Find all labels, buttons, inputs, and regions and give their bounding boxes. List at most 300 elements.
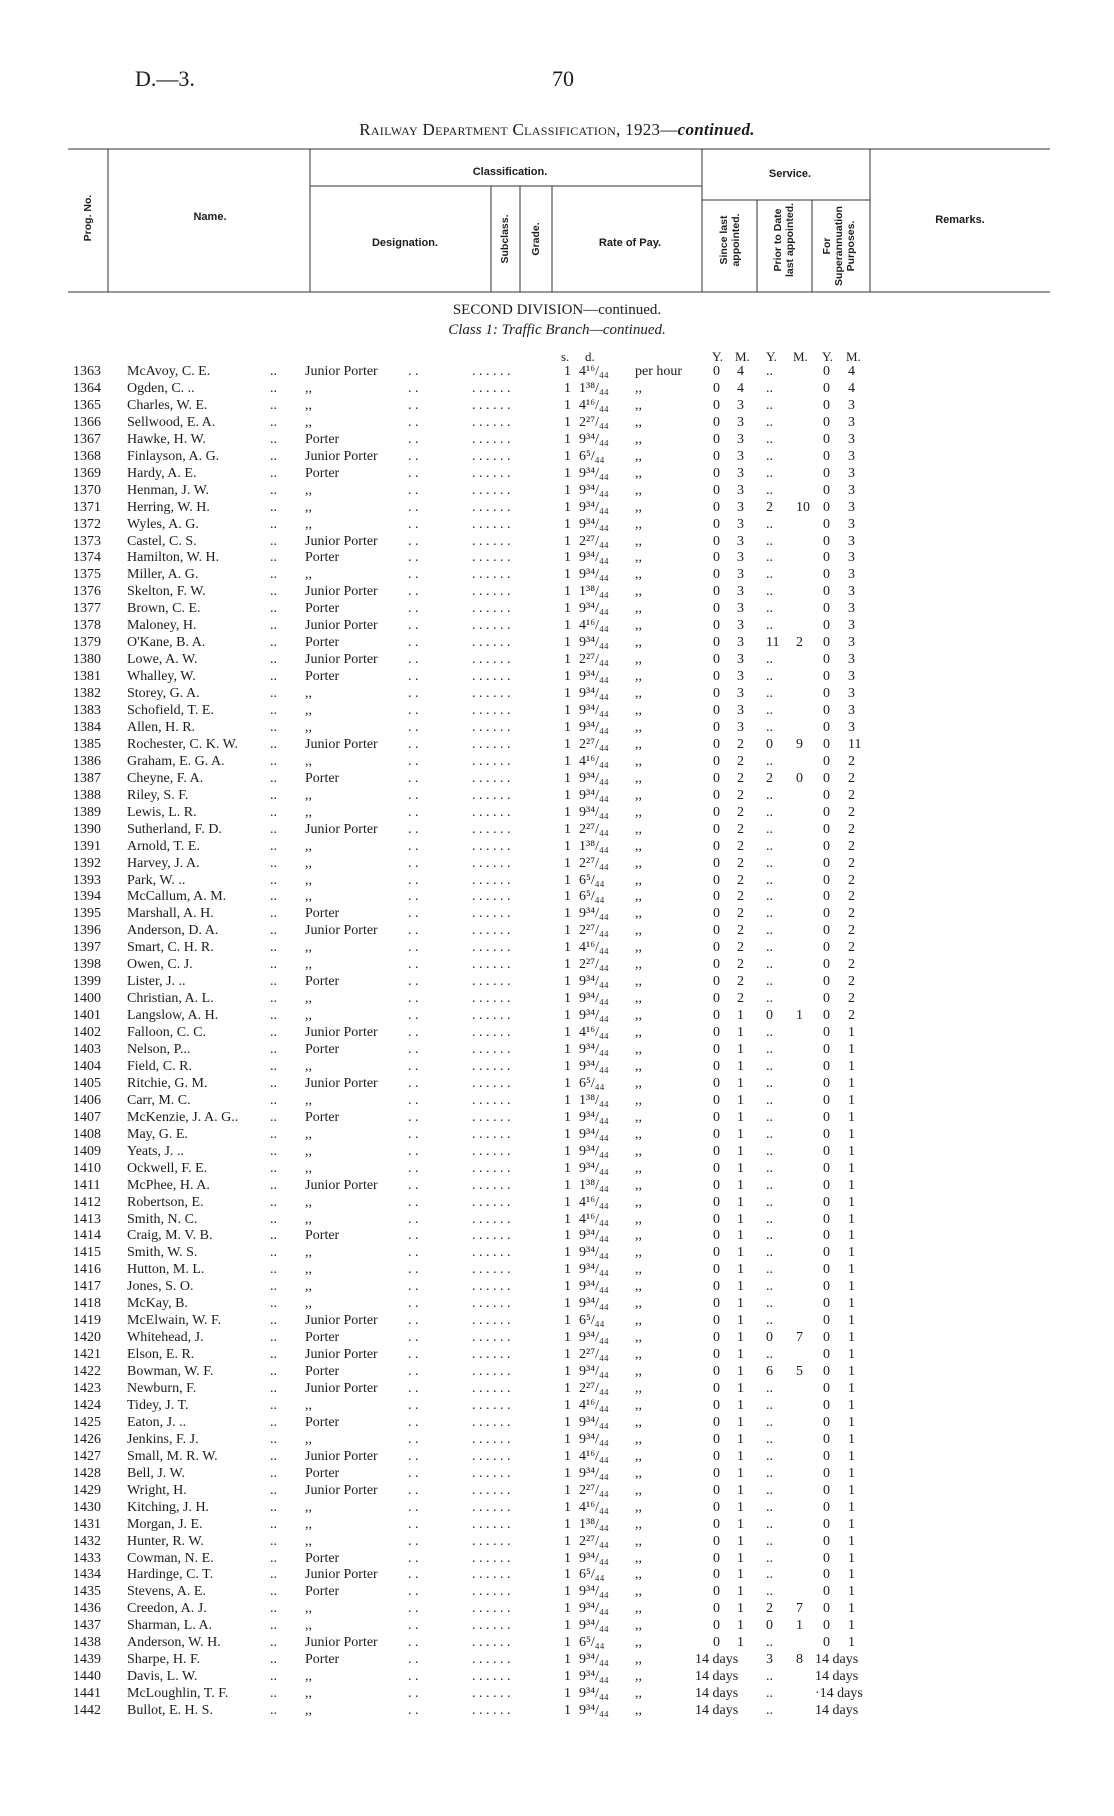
since-months-cell: 3 <box>737 397 744 413</box>
rate-unit-cell: ,, <box>635 1194 642 1210</box>
since-years-cell: 0 <box>713 635 720 651</box>
designation-cell: Porter <box>305 431 340 447</box>
table-row <box>0 905 1114 922</box>
rate-cell: 6⁵/₄₄ <box>579 1567 605 1583</box>
dot-leader: . . . . . . <box>472 533 511 549</box>
rate-cell: 6⁵/₄₄ <box>579 872 605 888</box>
rate-unit-cell: ,, <box>635 1618 642 1634</box>
super-months-cell: 1 <box>848 1058 855 1074</box>
grade-cell: 1 <box>564 1414 571 1430</box>
dot-leader: .. <box>270 567 277 583</box>
dot-leader: .. <box>270 872 277 888</box>
rate-cell: 9³⁴/₄₄ <box>579 1703 609 1719</box>
dot-leader: .. <box>270 465 277 481</box>
super-months-cell: 1 <box>848 1364 855 1380</box>
grade-cell: 1 <box>564 669 571 685</box>
name-cell: Hardy, A. E. <box>127 465 197 481</box>
rate-unit-cell: ,, <box>635 736 642 752</box>
rate-unit-cell: ,, <box>635 1601 642 1617</box>
dot-leader: .. <box>270 770 277 786</box>
dot-leader: .. <box>270 1143 277 1159</box>
rate-unit-cell: ,, <box>635 1414 642 1430</box>
super-months-cell: 2 <box>848 957 855 973</box>
prior-months-cell: 1 <box>796 1618 803 1634</box>
rate-cell: 9³⁴/₄₄ <box>579 974 609 990</box>
since-months-cell: 1 <box>737 1160 744 1176</box>
rate-cell: 9³⁴/₄₄ <box>579 465 609 481</box>
super-years-cell: 0 <box>823 889 830 905</box>
super-years-cell: 0 <box>823 1381 830 1396</box>
since-years-cell: 0 <box>713 1228 720 1244</box>
prog-no-cell: 1386 <box>73 753 101 769</box>
rate-cell: 4¹⁶/₄₄ <box>579 618 609 634</box>
dot-leader: . . . . . . <box>472 499 511 515</box>
super-months-cell: 1 <box>848 1448 855 1464</box>
dot-leader: . . <box>408 567 419 583</box>
grade-cell: 1 <box>564 1177 571 1193</box>
rate-unit-cell: ,, <box>635 991 642 1007</box>
super-years-cell: 0 <box>823 821 830 837</box>
super-years-cell: 0 <box>823 923 830 939</box>
dot-leader: . . . . . . <box>472 1126 511 1142</box>
rate-cell: 2²⁷/₄₄ <box>579 533 609 549</box>
prog-no-cell: 1426 <box>73 1431 101 1447</box>
designation-cell: ,, <box>305 787 312 803</box>
since-months-cell: 3 <box>737 516 744 532</box>
prog-no-cell: 1442 <box>73 1703 101 1719</box>
rate-cell: 9³⁴/₄₄ <box>579 1414 609 1430</box>
grade-cell: 1 <box>564 1618 571 1634</box>
table-row <box>0 634 1114 651</box>
dot-leader: . . . . . . <box>472 1262 511 1278</box>
dot-leader: . . . . . . <box>472 1245 511 1261</box>
dot-leader: .. <box>270 991 277 1007</box>
super-years-cell: 0 <box>823 753 830 769</box>
dot-leader: .. <box>766 465 773 481</box>
name-cell: Bullot, E. H. S. <box>127 1703 213 1719</box>
dot-leader: . . <box>408 974 419 990</box>
header-prior-text: Prior to Date last appointed. <box>772 202 796 278</box>
name-cell: Cowman, N. E. <box>127 1550 214 1566</box>
since-months-cell: 1 <box>737 1228 744 1244</box>
dot-leader: .. <box>270 635 277 651</box>
since-years-cell: 0 <box>713 516 720 532</box>
table-row <box>0 719 1114 736</box>
grade-cell: 1 <box>564 482 571 498</box>
dot-leader: .. <box>766 906 773 922</box>
prog-no-cell: 1412 <box>73 1194 101 1210</box>
since-years-cell: 0 <box>713 1516 720 1532</box>
super-years-cell: 0 <box>823 1584 830 1600</box>
super-years-cell: 0 <box>823 991 830 1007</box>
dot-leader: .. <box>766 380 773 396</box>
title-continued: continued. <box>677 120 755 139</box>
since-years-cell: 0 <box>713 872 720 888</box>
rate-unit-cell: ,, <box>635 770 642 786</box>
name-cell: Miller, A. G. <box>127 567 199 583</box>
dot-leader: . . . . . . <box>472 1296 511 1312</box>
since-months-cell: 2 <box>737 753 744 769</box>
super-years-cell: 0 <box>823 1347 830 1363</box>
dot-leader: .. <box>270 1584 277 1600</box>
designation-cell: Junior Porter <box>305 1347 378 1363</box>
designation-cell: Junior Porter <box>305 618 378 634</box>
grade-cell: 1 <box>564 499 571 515</box>
grade-cell: 1 <box>564 1058 571 1074</box>
table-row <box>0 1499 1114 1516</box>
designation-cell: Porter <box>305 974 340 990</box>
prog-no-cell: 1400 <box>73 991 101 1007</box>
since-months-cell: 1 <box>737 1296 744 1312</box>
dot-leader: .. <box>270 1042 277 1057</box>
super-months-cell: 1 <box>848 1194 855 1210</box>
dot-leader: . . <box>408 1042 419 1057</box>
name-cell: Park, W. .. <box>127 872 186 888</box>
designation-cell: Porter <box>305 906 340 922</box>
designation-cell: Junior Porter <box>305 584 378 600</box>
designation-cell: ,, <box>305 1516 312 1532</box>
prog-no-cell: 1377 <box>73 601 101 617</box>
rate-unit-cell: ,, <box>635 448 642 464</box>
super-months-cell: 1 <box>848 1431 855 1447</box>
dot-leader: . . <box>408 1245 419 1261</box>
name-cell: Herring, W. H. <box>127 499 210 515</box>
prog-no-cell: 1408 <box>73 1126 101 1142</box>
dot-leader: .. <box>270 448 277 464</box>
super-years-cell: 0 <box>823 380 830 396</box>
dot-leader: . . <box>408 448 419 464</box>
super-months-cell: 1 <box>848 1245 855 1261</box>
rate-cell: 9³⁴/₄₄ <box>579 1245 609 1261</box>
since-years-cell: 0 <box>713 770 720 786</box>
designation-cell: ,, <box>305 855 312 871</box>
rate-cell: 1³⁸/₄₄ <box>579 1177 609 1193</box>
dot-leader: .. <box>270 1092 277 1108</box>
designation-cell: Porter <box>305 1414 340 1430</box>
grade-cell: 1 <box>564 652 571 668</box>
designation-cell: ,, <box>305 1160 312 1176</box>
prog-no-cell: 1416 <box>73 1262 101 1278</box>
since-days-cell: 14 days <box>695 1652 739 1668</box>
rate-cell: 9³⁴/₄₄ <box>579 635 609 651</box>
table-row <box>0 1668 1114 1685</box>
dot-leader: . . . . . . <box>472 465 511 481</box>
dot-leader: .. <box>270 753 277 769</box>
table-row <box>0 1312 1114 1329</box>
super-months-cell: 3 <box>848 482 855 498</box>
since-years-cell: 0 <box>713 1330 720 1346</box>
rate-unit-cell: ,, <box>635 1448 642 1464</box>
dot-leader: . . <box>408 686 419 702</box>
rate-cell: 4¹⁶/₄₄ <box>579 1397 609 1413</box>
designation-cell: ,, <box>305 1211 312 1227</box>
dot-leader: . . . . . . <box>472 448 511 464</box>
dot-leader: .. <box>270 957 277 973</box>
designation-cell: Junior Porter <box>305 652 378 668</box>
dot-leader: . . <box>408 1194 419 1210</box>
name-cell: Anderson, W. H. <box>127 1635 221 1651</box>
dot-leader: .. <box>766 1431 773 1447</box>
rate-unit-cell: ,, <box>635 1703 642 1719</box>
dot-leader: . . <box>408 1296 419 1312</box>
dot-leader: .. <box>270 1482 277 1498</box>
dot-leader: . . <box>408 1618 419 1634</box>
dot-leader: .. <box>766 1533 773 1549</box>
rate-cell: 9³⁴/₄₄ <box>579 1262 609 1278</box>
table-row <box>0 1160 1114 1177</box>
table-row <box>0 1482 1114 1499</box>
dot-leader: .. <box>766 804 773 820</box>
dot-leader: .. <box>270 1567 277 1583</box>
table-row <box>0 1431 1114 1448</box>
since-months-cell: 2 <box>737 906 744 922</box>
prog-no-cell: 1422 <box>73 1364 101 1380</box>
table-row <box>0 1329 1114 1346</box>
super-months-cell: 3 <box>848 516 855 532</box>
dot-leader: .. <box>270 1618 277 1634</box>
prog-no-cell: 1430 <box>73 1499 101 1515</box>
table-row <box>0 939 1114 956</box>
grade-cell: 1 <box>564 516 571 532</box>
prog-no-cell: 1415 <box>73 1245 101 1261</box>
since-months-cell: 3 <box>737 669 744 685</box>
dot-leader: . . . . . . <box>472 923 511 939</box>
rate-cell: 9³⁴/₄₄ <box>579 719 609 735</box>
super-months-cell: 1 <box>848 1550 855 1566</box>
name-cell: Elson, E. R. <box>127 1347 195 1363</box>
dot-leader: . . . . . . <box>472 686 511 702</box>
dot-leader: . . <box>408 804 419 820</box>
rate-cell: 2²⁷/₄₄ <box>579 855 609 871</box>
super-days-cell: 14 days <box>815 1652 859 1668</box>
since-years-cell: 0 <box>713 821 720 837</box>
dot-leader: .. <box>270 1381 277 1396</box>
name-cell: Wyles, A. G. <box>127 516 199 532</box>
since-months-cell: 2 <box>737 770 744 786</box>
dot-leader: . . <box>408 1347 419 1363</box>
dot-leader: . . <box>408 1025 419 1041</box>
dot-leader: .. <box>766 1584 773 1600</box>
grade-cell: 1 <box>564 1228 571 1244</box>
name-cell: Smith, N. C. <box>127 1211 198 1227</box>
super-years-cell: 0 <box>823 533 830 549</box>
rate-unit-cell: ,, <box>635 550 642 566</box>
super-years-cell: 0 <box>823 957 830 973</box>
grade-cell: 1 <box>564 991 571 1007</box>
rate-unit-cell: ,, <box>635 516 642 532</box>
table-row <box>0 1109 1114 1126</box>
designation-cell: Porter <box>305 601 340 617</box>
dot-leader: .. <box>270 1448 277 1464</box>
designation-cell: ,, <box>305 1194 312 1210</box>
dot-leader: . . <box>408 940 419 956</box>
table-row <box>0 685 1114 702</box>
dot-leader: . . . . . . <box>472 635 511 651</box>
prog-no-cell: 1393 <box>73 872 101 888</box>
rate-unit-cell: ,, <box>635 1431 642 1447</box>
rate-unit-cell: ,, <box>635 499 642 515</box>
prog-no-cell: 1382 <box>73 686 101 702</box>
super-years-cell: 0 <box>823 431 830 447</box>
since-months-cell: 1 <box>737 1313 744 1329</box>
since-years-cell: 0 <box>713 1482 720 1498</box>
prog-no-cell: 1385 <box>73 736 101 752</box>
dot-leader: .. <box>270 1465 277 1481</box>
super-months-cell: 3 <box>848 618 855 634</box>
rate-unit-cell: ,, <box>635 753 642 769</box>
name-cell: Lowe, A. W. <box>127 652 198 668</box>
since-months-cell: 1 <box>737 1601 744 1617</box>
name-cell: Tidey, J. T. <box>127 1397 189 1413</box>
since-years-label: Y. <box>712 349 723 364</box>
dot-leader: .. <box>766 1075 773 1091</box>
since-months-cell: 3 <box>737 414 744 430</box>
dot-leader: . . . . . . <box>472 1177 511 1193</box>
super-years-cell: 0 <box>823 1499 830 1515</box>
dot-leader: . . . . . . <box>472 482 511 498</box>
since-years-cell: 0 <box>713 550 720 566</box>
dot-leader: .. <box>270 584 277 600</box>
name-cell: Hunter, R. W. <box>127 1533 204 1549</box>
since-days-cell: 14 days <box>695 1686 739 1702</box>
name-cell: Sharpe, H. F. <box>127 1652 201 1668</box>
dot-leader: .. <box>270 550 277 566</box>
rate-unit-cell: ,, <box>635 923 642 939</box>
prog-no-cell: 1413 <box>73 1211 101 1227</box>
dot-leader: . . <box>408 1211 419 1227</box>
dot-leader: .. <box>766 1245 773 1261</box>
prog-no-cell: 1373 <box>73 533 101 549</box>
rate-unit-cell: ,, <box>635 1567 642 1583</box>
rate-unit-cell: ,, <box>635 533 642 549</box>
prior-months-cell: 7 <box>796 1330 803 1346</box>
dot-leader: . . . . . . <box>472 1279 511 1295</box>
dot-leader: . . . . . . <box>472 719 511 735</box>
super-years-cell: 0 <box>823 1567 830 1583</box>
grade-cell: 1 <box>564 1431 571 1447</box>
prior-years-cell: 2 <box>766 499 773 515</box>
rate-unit-cell: ,, <box>635 1075 642 1091</box>
designation-cell: ,, <box>305 1092 312 1108</box>
dot-leader: . . <box>408 1397 419 1413</box>
designation-cell: ,, <box>305 1143 312 1159</box>
super-months-cell: 1 <box>848 1279 855 1295</box>
table-row <box>0 1685 1114 1702</box>
designation-cell: ,, <box>305 1008 312 1024</box>
dot-leader: . . . . . . <box>472 601 511 617</box>
rate-cell: 9³⁴/₄₄ <box>579 1296 609 1312</box>
grade-cell: 1 <box>564 906 571 922</box>
since-years-cell: 0 <box>713 923 720 939</box>
designation-cell: Porter <box>305 1652 340 1668</box>
super-months-cell: 1 <box>848 1092 855 1108</box>
since-years-cell: 0 <box>713 1381 720 1396</box>
dot-leader: .. <box>270 380 277 396</box>
grade-cell: 1 <box>564 1703 571 1719</box>
super-months-cell: 1 <box>848 1177 855 1193</box>
designation-cell: Porter <box>305 1042 340 1057</box>
grade-cell: 1 <box>564 1245 571 1261</box>
rate-cell: 9³⁴/₄₄ <box>579 499 609 515</box>
name-cell: Hamilton, W. H. <box>127 550 220 566</box>
super-years-cell: 0 <box>823 872 830 888</box>
grade-cell: 1 <box>564 753 571 769</box>
dot-leader: . . <box>408 482 419 498</box>
prior-years-cell: 2 <box>766 1601 773 1617</box>
since-years-cell: 0 <box>713 1618 720 1634</box>
designation-cell: Junior Porter <box>305 1025 378 1041</box>
name-cell: Morgan, J. E. <box>127 1516 203 1532</box>
rate-unit-cell: ,, <box>635 1126 642 1142</box>
rate-unit-cell: ,, <box>635 414 642 430</box>
designation-cell: ,, <box>305 957 312 973</box>
rate-unit-cell: ,, <box>635 686 642 702</box>
dot-leader: .. <box>766 855 773 871</box>
dot-leader: . . . . . . <box>472 516 511 532</box>
table-row <box>0 482 1114 499</box>
since-months-cell: 1 <box>737 1194 744 1210</box>
rate-cell: 4¹⁶/₄₄ <box>579 753 609 769</box>
super-years-cell: 0 <box>823 550 830 566</box>
since-months-cell: 4 <box>737 364 744 379</box>
dot-leader: . . <box>408 1465 419 1481</box>
since-years-cell: 0 <box>713 719 720 735</box>
dot-leader: .. <box>270 1245 277 1261</box>
dot-leader: . . <box>408 465 419 481</box>
prog-no-cell: 1432 <box>73 1533 101 1549</box>
since-years-cell: 0 <box>713 1008 720 1024</box>
super-months-cell: 1 <box>848 1635 855 1651</box>
grade-cell: 1 <box>564 821 571 837</box>
prog-no-cell: 1438 <box>73 1635 101 1651</box>
super-months-cell: 3 <box>848 397 855 413</box>
designation-cell: Junior Porter <box>305 448 378 464</box>
designation-cell: ,, <box>305 516 312 532</box>
dot-leader: . . . . . . <box>472 1143 511 1159</box>
dot-leader: .. <box>270 1635 277 1651</box>
since-months-cell: 1 <box>737 1262 744 1278</box>
rate-cell: 6⁵/₄₄ <box>579 1075 605 1091</box>
rate-unit-cell: ,, <box>635 1330 642 1346</box>
grade-cell: 1 <box>564 397 571 413</box>
rate-cell: 1³⁸/₄₄ <box>579 1092 609 1108</box>
super-years-cell: 0 <box>823 906 830 922</box>
grade-cell: 1 <box>564 1550 571 1566</box>
dot-leader: . . . . . . <box>472 1347 511 1363</box>
since-years-cell: 0 <box>713 703 720 718</box>
dot-leader: .. <box>766 397 773 413</box>
rate-cell: 1³⁸/₄₄ <box>579 584 609 600</box>
since-years-cell: 0 <box>713 1262 720 1278</box>
dot-leader: .. <box>270 703 277 718</box>
rate-cell: 4¹⁶/₄₄ <box>579 1025 609 1041</box>
dot-leader: . . <box>408 618 419 634</box>
dot-leader: . . <box>408 601 419 617</box>
dot-leader: .. <box>270 1686 277 1702</box>
dot-leader: . . . . . . <box>472 1482 511 1498</box>
super-months-cell: 2 <box>848 855 855 871</box>
dot-leader: .. <box>766 889 773 905</box>
header-designation: Designation. <box>371 237 438 249</box>
dot-leader: . . . . . . <box>472 1584 511 1600</box>
rate-unit-cell: ,, <box>635 635 642 651</box>
rate-cell: 9³⁴/₄₄ <box>579 1465 609 1481</box>
dot-leader: .. <box>766 1669 773 1685</box>
rate-cell: 9³⁴/₄₄ <box>579 601 609 617</box>
super-months-cell: 1 <box>848 1075 855 1091</box>
dot-leader: .. <box>766 703 773 718</box>
rate-unit-cell: ,, <box>635 719 642 735</box>
